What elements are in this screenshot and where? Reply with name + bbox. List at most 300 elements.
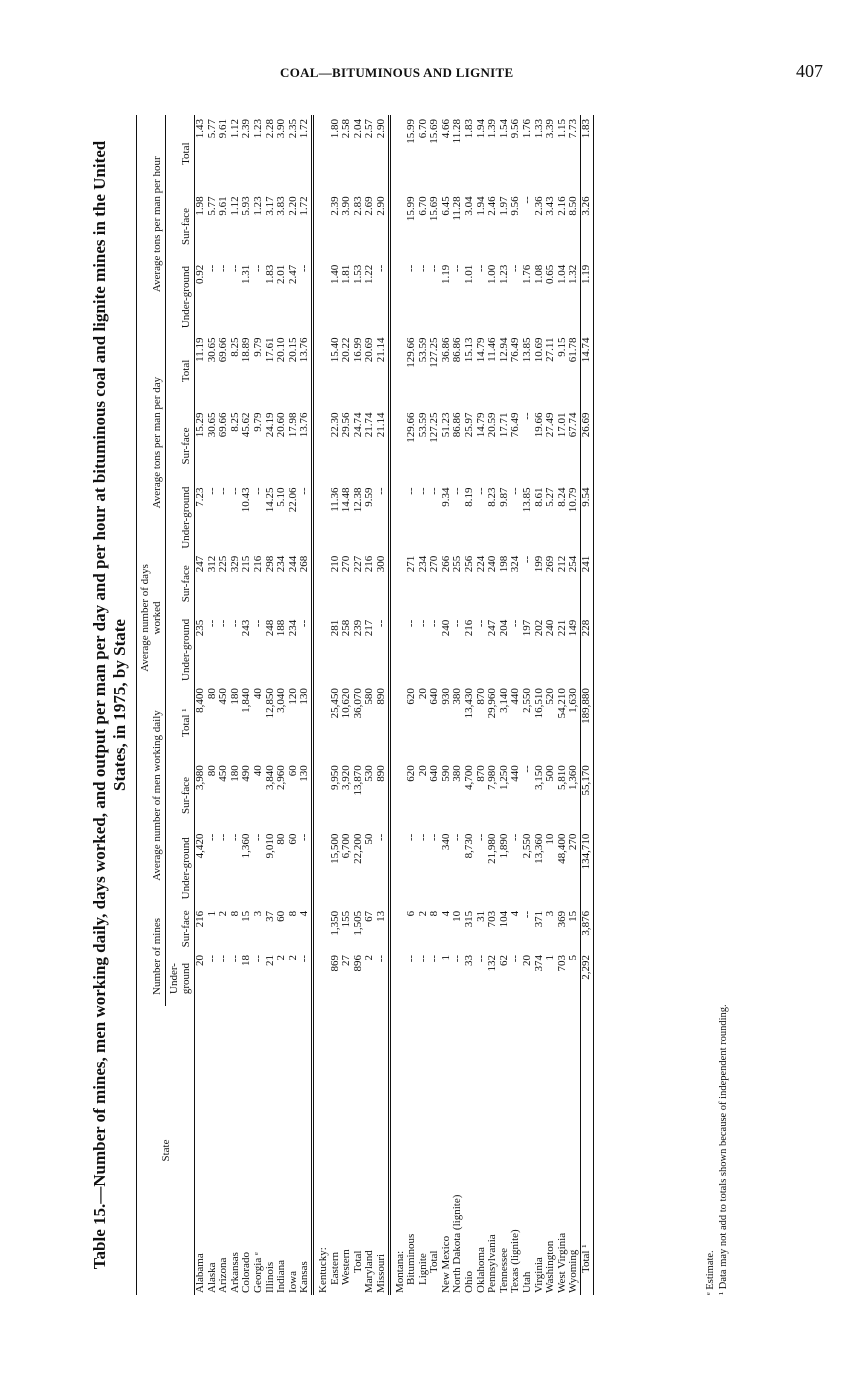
value-cell: 9,950 (328, 765, 341, 791)
value-cell: 50 (363, 833, 376, 845)
value-cell: 3 (251, 910, 264, 917)
value-cell: 1.94 (474, 119, 487, 139)
value-cell: 270 (340, 555, 353, 573)
value-cell: 130 (298, 688, 311, 705)
value-cell: 11.28 (451, 196, 464, 221)
value-cell: 255 (451, 555, 464, 573)
value-cell: 60 (275, 910, 288, 922)
value-cell: 8.61 (532, 487, 545, 507)
value-cell: -- (416, 833, 429, 841)
value-cell: 9.79 (251, 337, 264, 357)
value-cell: 2.35 (286, 119, 299, 139)
value-cell: 2.47 (286, 264, 299, 284)
value-cell: 14.74 (581, 333, 594, 408)
value-cell: 36,070 (351, 688, 364, 719)
value-cell: -- (298, 954, 311, 963)
value-cell: 1.98 (194, 196, 206, 216)
value-cell: 241 (581, 552, 594, 616)
value-cell: 4 (439, 910, 452, 917)
value-cell (312, 115, 329, 192)
value-cell: 269 (544, 555, 557, 573)
value-cell: -- (428, 954, 441, 963)
value-cell: 8,400 (194, 688, 206, 713)
value-cell: 1.12 (228, 196, 241, 216)
value-cell: 149 (567, 619, 580, 637)
value-cell: 3.26 (581, 192, 594, 260)
col-underground: Under-ground (166, 616, 195, 684)
value-cell: 15.69 (428, 196, 441, 222)
table-row (464, 115, 476, 1295)
value-cell: 10.69 (532, 337, 545, 363)
value-cell: 15 (567, 910, 580, 922)
value-cell: -- (474, 487, 487, 495)
value-cell: 3,840 (263, 765, 276, 791)
value-cell: -- (374, 833, 387, 841)
value-cell: -- (374, 264, 387, 273)
value-cell: 20.60 (275, 412, 288, 438)
footnotes (704, 1004, 730, 1295)
table-caption: Table 15.—Number of mines, men working daily, days worked, and output per man per day and per hour at bituminous coal and lignite mines in the United States, in 1975, by State (90, 140, 129, 1270)
value-cell: 12,850 (263, 688, 276, 719)
value-cell: -- (298, 264, 311, 273)
value-cell: 340 (439, 833, 452, 851)
value-cell: 2,550 (521, 688, 534, 713)
value-cell: -- (474, 264, 487, 273)
value-cell: 1,840 (240, 688, 253, 713)
col-surface: Sur-face (166, 761, 195, 829)
value-cell: 217 (363, 619, 376, 637)
value-cell: 8.50 (567, 196, 580, 216)
value-cell: 40 (251, 765, 264, 777)
value-cell: -- (374, 487, 387, 495)
value-cell: -- (298, 619, 311, 628)
value-cell: -- (217, 833, 230, 841)
value-cell: 2.16 (555, 196, 568, 216)
value-cell: 30.65 (205, 337, 218, 363)
value-cell: 270 (567, 833, 580, 851)
value-cell: 216 (363, 555, 376, 573)
value-cell: 9.34 (439, 487, 452, 507)
table-row (341, 115, 353, 1295)
value-cell: 2.20 (286, 196, 299, 216)
state-cell: Georgia ᵉ (251, 1252, 264, 1293)
value-cell: 21.74 (363, 412, 376, 438)
table-row (241, 115, 253, 1295)
value-cell: 12.94 (497, 337, 510, 363)
value-cell: 8 (228, 910, 241, 917)
value-cell: 130 (298, 765, 311, 782)
value-cell: 14.79 (474, 412, 487, 438)
value-cell: 870 (474, 765, 487, 782)
value-cell: 221 (555, 619, 568, 637)
value-cell: -- (251, 487, 264, 495)
value-cell: 18.89 (240, 337, 253, 363)
value-cell: 19.66 (532, 412, 545, 438)
value-cell: 254 (567, 555, 580, 573)
col-group-days: Average number of days worked (137, 552, 166, 684)
table-row (568, 115, 580, 1295)
value-cell: 33 (463, 954, 476, 966)
value-cell: 12.38 (351, 487, 364, 513)
value-cell: 1.80 (328, 119, 341, 139)
state-cell: Oklahoma (474, 1247, 487, 1293)
value-cell: 204 (497, 619, 510, 637)
value-cell: 235 (194, 619, 206, 637)
col-group-mines: Number of mines (137, 907, 166, 1006)
value-cell: 2.04 (351, 119, 364, 139)
value-cell: 17.71 (497, 412, 510, 438)
value-cell: 2.36 (532, 196, 545, 216)
table-row (376, 115, 389, 1295)
state-cell: Tennessee (497, 1247, 510, 1293)
state-cell: Missouri (374, 1253, 387, 1293)
value-cell: 21 (263, 954, 276, 966)
value-cell: 2.46 (486, 196, 499, 216)
value-cell: -- (228, 487, 241, 495)
value-cell: 4,700 (463, 765, 476, 791)
value-cell: 13,360 (532, 833, 545, 864)
state-cell: Total ¹ (581, 1006, 594, 1295)
value-cell: 127.25 (428, 337, 441, 368)
table-row (389, 115, 406, 1295)
value-cell: 134,710 (581, 830, 594, 907)
value-cell: 324 (509, 555, 522, 573)
value-cell (389, 192, 406, 260)
value-cell: 20.22 (340, 337, 353, 363)
value-cell: 1.31 (240, 264, 253, 284)
value-cell: -- (251, 833, 264, 841)
state-cell: Kentucky: (312, 1006, 329, 1295)
value-cell: 2 (363, 954, 376, 961)
value-cell: 1.12 (228, 119, 241, 139)
value-cell: 20 (416, 765, 429, 777)
value-cell: 199 (532, 555, 545, 573)
value-cell: 20 (416, 688, 429, 700)
value-cell: 15.69 (428, 119, 441, 144)
value-cell: 11.36 (328, 487, 341, 512)
value-cell: 228 (581, 616, 594, 684)
value-cell: 180 (228, 688, 241, 705)
value-cell: 5,810 (555, 765, 568, 791)
table-row (195, 115, 207, 1295)
table-row (353, 115, 365, 1295)
value-cell: 25.97 (463, 412, 476, 438)
value-cell: -- (521, 765, 534, 773)
value-cell: -- (217, 619, 230, 628)
value-cell: 180 (228, 765, 241, 782)
value-cell: 1.81 (340, 264, 353, 284)
value-cell: 61.78 (567, 337, 580, 363)
value-cell: -- (405, 619, 418, 628)
value-cell: 2 (286, 954, 299, 961)
value-cell: 6 (405, 910, 418, 917)
value-cell: -- (428, 264, 441, 273)
value-cell: 4,420 (194, 833, 206, 859)
col-underground: Under-ground (166, 261, 195, 334)
value-cell: 17.98 (286, 412, 299, 438)
value-cell: 7.73 (567, 119, 580, 139)
table-row (429, 115, 441, 1295)
value-cell: 1 (544, 954, 557, 961)
value-cell: 312 (205, 555, 218, 573)
value-cell: 270 (428, 555, 441, 573)
value-cell: 2.90 (374, 119, 387, 139)
value-cell: 240 (486, 555, 499, 573)
state-cell: Colorado (240, 1252, 253, 1293)
value-cell: 69.66 (217, 337, 230, 363)
value-cell: 9.79 (251, 412, 264, 432)
value-cell: 55,170 (581, 761, 594, 829)
value-cell: 120 (286, 688, 299, 705)
value-cell: -- (205, 833, 218, 841)
value-cell: 1.83 (463, 119, 476, 139)
value-cell: 300 (374, 555, 387, 573)
value-cell: 8.25 (228, 337, 241, 357)
col-header-state: State (137, 1006, 195, 1295)
value-cell: 281 (328, 619, 341, 637)
value-cell: 86.86 (451, 412, 464, 438)
value-cell: 18 (240, 954, 253, 966)
value-cell: 40 (251, 688, 264, 700)
value-cell: 216 (251, 555, 264, 573)
value-cell (312, 483, 329, 551)
value-cell: 248 (263, 619, 276, 637)
value-cell: 3,920 (340, 765, 353, 791)
value-cell: 15.99 (405, 119, 418, 144)
value-cell (312, 408, 329, 483)
value-cell: 640 (428, 765, 441, 782)
table-row (499, 115, 511, 1295)
value-cell (312, 907, 329, 951)
value-cell: 869 (328, 954, 341, 972)
value-cell: 6.70 (416, 196, 429, 216)
data-table (136, 115, 594, 1295)
value-cell: 10.79 (567, 487, 580, 513)
value-cell: 13.76 (298, 337, 311, 363)
value-cell: 1.83 (581, 115, 594, 192)
state-cell: Montana: (389, 1006, 406, 1295)
value-cell: 10 (451, 910, 464, 922)
value-cell: 5.77 (205, 196, 218, 216)
value-cell: -- (217, 487, 230, 495)
value-cell: 9.61 (217, 196, 230, 216)
value-cell: 1,250 (497, 765, 510, 791)
col-surface: Sur-face (166, 192, 195, 260)
value-cell: 240 (439, 619, 452, 637)
value-cell: -- (298, 487, 311, 495)
value-cell: 1,360 (567, 765, 580, 791)
value-cell: -- (228, 264, 241, 273)
value-cell: 3.90 (340, 196, 353, 216)
value-cell: 3.39 (544, 119, 557, 139)
value-cell: 14.25 (263, 487, 276, 513)
value-cell: 530 (363, 765, 376, 782)
value-cell: 132 (486, 954, 499, 972)
value-cell: 1.19 (581, 261, 594, 334)
state-cell: Arkansas (228, 1252, 241, 1293)
value-cell: 10 (544, 833, 557, 845)
value-cell: 53.59 (416, 412, 429, 438)
value-cell: 1.40 (328, 264, 341, 284)
value-cell: 29,960 (486, 688, 499, 719)
value-cell: 10,620 (340, 688, 353, 719)
value-cell: 3.90 (275, 119, 288, 139)
value-cell: 53.59 (416, 337, 429, 363)
state-cell: Bituminous (405, 1233, 418, 1285)
state-cell: Utah (521, 1271, 534, 1293)
value-cell (389, 761, 406, 829)
value-cell: -- (451, 619, 464, 628)
value-cell: 7.23 (194, 487, 206, 507)
value-cell: 69.66 (217, 412, 230, 438)
col-total: Total ¹ (166, 684, 195, 761)
value-cell: -- (374, 954, 387, 963)
value-cell: 9,010 (263, 833, 276, 859)
value-cell (312, 333, 329, 408)
value-cell: 86.86 (451, 337, 464, 363)
value-cell: 29.56 (340, 412, 353, 438)
value-cell: 2,550 (521, 833, 534, 859)
state-cell: Lignite (416, 1253, 429, 1285)
value-cell: -- (205, 619, 218, 628)
state-cell: New Mexico (439, 1235, 452, 1293)
value-cell: 1.23 (251, 196, 264, 216)
value-cell: 13.76 (298, 412, 311, 438)
value-cell: -- (428, 833, 441, 841)
value-cell: 3,876 (581, 907, 594, 951)
value-cell: -- (474, 619, 487, 628)
value-cell: 2.39 (328, 196, 341, 216)
value-cell: 703 (486, 910, 499, 928)
value-cell: 890 (374, 688, 387, 705)
state-cell: Eastern (328, 1252, 341, 1285)
value-cell: -- (205, 264, 218, 273)
value-cell (312, 830, 329, 907)
value-cell: 67 (363, 910, 376, 922)
state-cell: North Dakota (lignite) (451, 1194, 464, 1293)
table-row (522, 115, 534, 1295)
value-cell: 1.23 (251, 119, 264, 139)
value-cell: 620 (405, 765, 418, 782)
value-cell (312, 192, 329, 260)
value-cell: -- (428, 487, 441, 495)
value-cell: 1.76 (521, 264, 534, 284)
value-cell: -- (405, 264, 418, 273)
value-cell: 215 (240, 555, 253, 573)
value-cell: 17.61 (263, 337, 276, 363)
value-cell: 1.08 (532, 264, 545, 284)
value-cell: 60 (286, 765, 299, 777)
value-cell: 67.74 (567, 412, 580, 438)
value-cell: 27 (340, 954, 353, 966)
value-cell: -- (405, 833, 418, 841)
value-cell: 20.15 (286, 337, 299, 363)
value-cell: 3,040 (275, 688, 288, 713)
value-cell: -- (251, 954, 264, 963)
value-cell: 2.39 (240, 119, 253, 139)
running-header-title: COAL—BITUMINOUS AND LIGNITE (280, 65, 514, 80)
value-cell: 1 (439, 954, 452, 961)
state-cell: Ohio (463, 1271, 476, 1293)
value-cell: -- (451, 833, 464, 841)
state-cell: Iowa (286, 1271, 299, 1293)
value-cell: 8.24 (555, 487, 568, 507)
value-cell: 8.25 (228, 412, 241, 432)
value-cell: 2.69 (363, 196, 376, 216)
value-cell: -- (217, 264, 230, 273)
table-row (207, 115, 219, 1295)
value-cell: -- (251, 619, 264, 628)
value-cell: 212 (555, 555, 568, 573)
value-cell (312, 951, 329, 1006)
value-cell: 5.27 (544, 487, 557, 507)
value-cell: 2.28 (263, 119, 276, 139)
value-cell: 24.19 (263, 412, 276, 438)
value-cell: 21.14 (374, 337, 387, 363)
value-cell: -- (416, 619, 429, 628)
table-row (581, 115, 594, 1295)
value-cell (312, 684, 329, 761)
col-group-tons-hour: Average tons per man per hour (137, 115, 166, 333)
value-cell (312, 616, 329, 684)
value-cell: 80 (205, 688, 218, 700)
state-cell: Total (351, 1250, 364, 1273)
value-cell: 6.45 (439, 196, 452, 216)
value-cell: 520 (544, 688, 557, 705)
value-cell: 266 (439, 555, 452, 573)
value-cell: 1,630 (567, 688, 580, 713)
value-cell: -- (428, 619, 441, 628)
value-cell (389, 408, 406, 483)
value-cell: 239 (351, 619, 364, 637)
value-cell: 1.19 (439, 264, 452, 284)
value-cell: 380 (451, 765, 464, 782)
table-body (195, 115, 594, 1295)
value-cell: -- (509, 487, 522, 495)
value-cell: -- (521, 196, 534, 204)
footnote-rounding: ¹ Data may not add to totals shown because of independent rounding. (718, 1004, 729, 1295)
table-row (299, 115, 312, 1295)
value-cell: 8 (286, 910, 299, 917)
value-cell: -- (509, 619, 522, 628)
state-cell: Alaska (205, 1262, 218, 1293)
table-row (218, 115, 230, 1295)
value-cell (312, 761, 329, 829)
col-underground: Under-ground (166, 951, 195, 1006)
value-cell: 234 (416, 555, 429, 573)
value-cell: 1.83 (263, 264, 276, 284)
value-cell: 3,150 (532, 765, 545, 791)
value-cell: 890 (374, 765, 387, 782)
value-cell: 329 (228, 555, 241, 573)
value-cell: 51.23 (439, 412, 452, 438)
value-cell: 14.48 (340, 487, 353, 513)
value-cell: -- (228, 619, 241, 628)
page-number: 407 (796, 61, 823, 81)
value-cell: 1 (205, 910, 218, 917)
value-cell: 374 (532, 954, 545, 972)
value-cell: 11.46 (486, 337, 499, 362)
col-surface: Sur-face (166, 552, 195, 616)
value-cell: 10.43 (240, 487, 253, 513)
value-cell: 155 (340, 910, 353, 928)
value-cell: 580 (363, 688, 376, 705)
value-cell: 16.99 (351, 337, 364, 363)
table-row (364, 115, 376, 1295)
value-cell: 620 (405, 688, 418, 705)
value-cell: -- (374, 619, 387, 628)
value-cell: 13 (374, 910, 387, 922)
